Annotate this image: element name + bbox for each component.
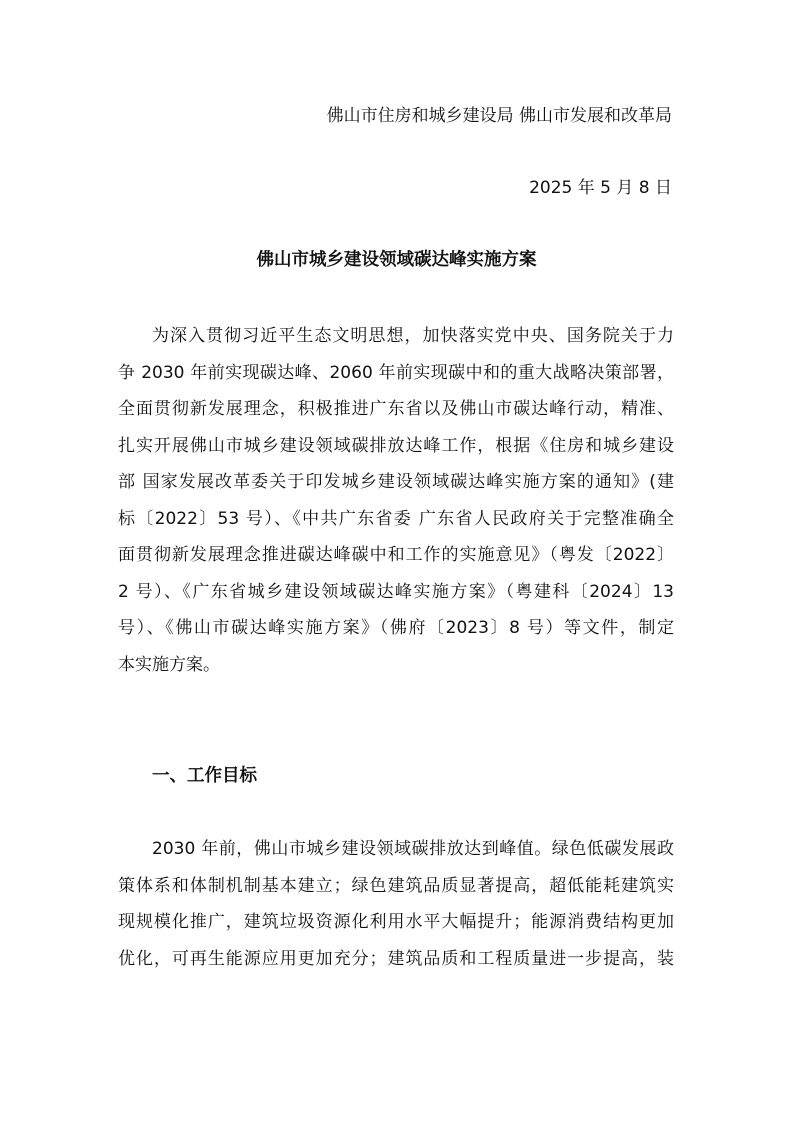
work-goals-paragraph xyxy=(118,831,674,977)
text-line: 全面贯彻新发展理念，积极推进广东省以及佛山市碳达峰行动，精准、 xyxy=(118,399,674,419)
section-heading-work-goals: 一、工作目标 xyxy=(152,766,257,786)
text-line: 为深入贯彻习近平生态文明思想，加快落实党中央、国务院关于力 xyxy=(152,326,674,346)
text-line: 扎实开展佛山市城乡建设领域碳排放达峰工作，根据《住房和城乡建设 xyxy=(118,435,674,456)
text-line: 本实施方案。 xyxy=(118,654,220,675)
text-line: 2030 年前，佛山市城乡建设领域碳排放达到峰值。绿色低碳发展政 xyxy=(152,839,674,859)
intro-paragraph xyxy=(118,318,674,683)
text-line: 争 2030 年前实现碳达峰、2060 年前实现碳中和的重大战略决策部署， xyxy=(118,362,674,383)
text-line: 现规模化推广，建筑垃圾资源化利用水平大幅提升；能源消费结构更加 xyxy=(118,912,674,932)
text-line: 标〔2022〕53 号）、《中共广东省委 广东省人民政府关于完整准确全 xyxy=(118,508,674,529)
issue-date: 2025 年 5 月 8 日 xyxy=(529,178,672,198)
text-line: 面贯彻新发展理念推进碳达峰碳中和工作的实施意见》（粤发〔2022〕 xyxy=(118,545,674,565)
text-line: 2 号）、《广东省城乡建设领域碳达峰实施方案》（粤建科〔2024〕13 xyxy=(118,581,674,602)
text-line: 策体系和体制机制基本建立；绿色建筑品质显著提高，超低能耗建筑实 xyxy=(118,875,674,896)
text-line: 号）、《佛山市碳达峰实施方案》（佛府〔2023〕8 号）等文件，制定 xyxy=(118,618,674,638)
document-title: 佛山市城乡建设领域碳达峰实施方案 xyxy=(256,250,537,270)
text-line: 部 国家发展改革委关于印发城乡建设领域碳达峰实施方案的通知》(建 xyxy=(118,472,674,492)
issuing-authorities: 佛山市住房和城乡建设局 佛山市发展和改革局 xyxy=(326,106,672,126)
text-line: 优化，可再生能源应用更加充分；建筑品质和工程质量进一步提高，装 xyxy=(118,948,674,969)
